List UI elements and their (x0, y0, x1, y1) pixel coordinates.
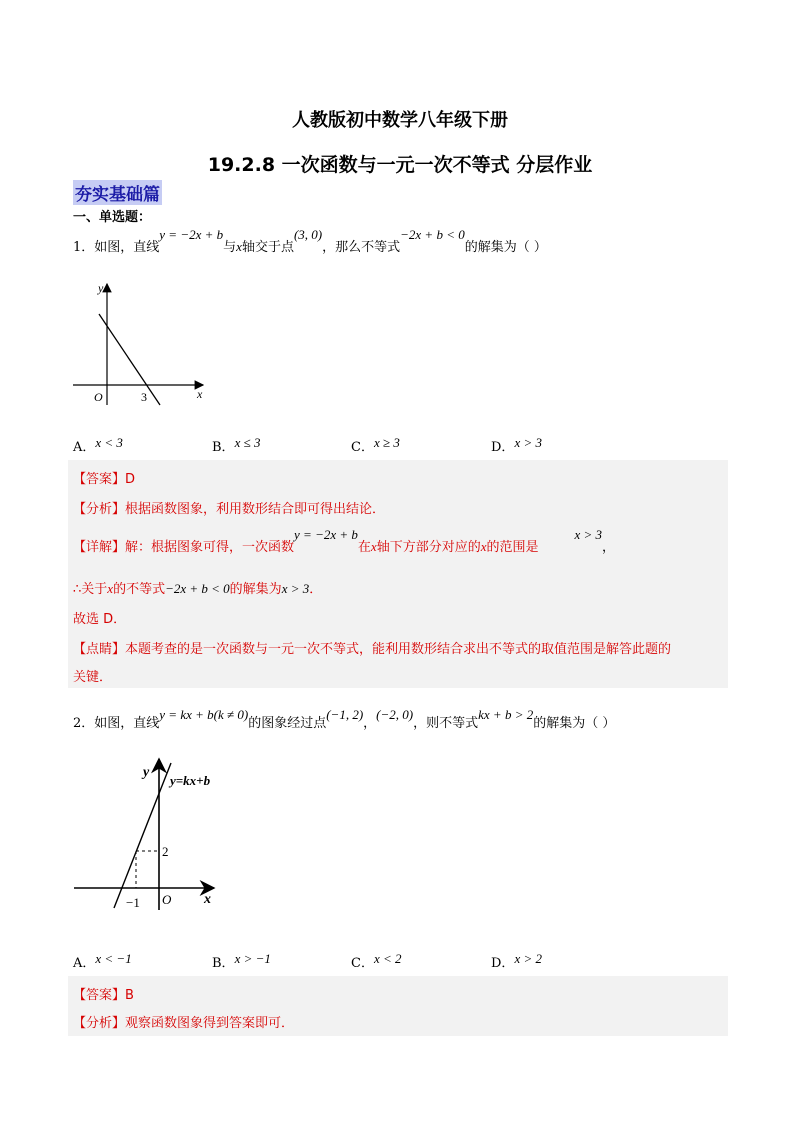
q2-option-c-value: x < 2 (373, 951, 402, 966)
q1-text3: ，那么不等式 (322, 240, 401, 255)
q2-graph (70, 755, 230, 915)
q1-option-a-key: A． (73, 440, 96, 455)
question-1-stem (73, 227, 547, 255)
q1-answer-box (68, 460, 728, 688)
q2-analysis-text: 观察函数图象得到答案即可． (125, 1016, 295, 1031)
q2-inequality: kx + b > 2 (478, 707, 534, 722)
q1-analysis-tag: 【分析】 (73, 502, 126, 517)
q2-equation: y = kx + b(k ≠ 0) (159, 707, 249, 722)
q2-option-d-key: D． (491, 956, 515, 971)
q2-option-a-value: x < −1 (95, 951, 132, 966)
q2-option-d-value: x > 2 (514, 951, 542, 966)
q2-number: 2．如图，直线 (73, 716, 160, 731)
q1-graph (68, 280, 218, 410)
q2-text2: ，则不等式 (413, 716, 479, 731)
q1-detail-x2: x (480, 539, 487, 554)
q2-point-2: (−2, 0) (376, 707, 414, 722)
q1-equation: y = −2x + b (159, 227, 224, 242)
q1-option-c-key: C． (351, 440, 374, 455)
q1-comment-line1: 本题考查的是一次函数与一元一次不等式，能利用数形结合求出不等式的取值范围是解答此题的 (125, 642, 672, 657)
q1-therefore-c: 的解集为 (229, 582, 282, 597)
q1-therefore-a: ∴关于 (73, 582, 108, 597)
q2-option-c-key: C． (351, 956, 374, 971)
q1-option-b-value: x ≤ 3 (234, 435, 261, 450)
q2-text: 的图象经过点 (248, 716, 327, 731)
q1-detail-text-a: 解：根据图象可得，一次函数 (125, 540, 295, 555)
q1-tick-3: 3 (141, 390, 147, 404)
q1-detail-tag: 【详解】 (73, 540, 126, 555)
q1-option-d-value: x > 3 (514, 435, 542, 450)
q1-answer-tag: 【答案】 (73, 472, 126, 487)
q2-option-b-value: x > −1 (234, 951, 271, 966)
q1-choose: 故选 D． (73, 612, 127, 627)
q2-x-label: x (204, 892, 211, 907)
q2-y-label: y (143, 765, 150, 780)
q1-detail-equation: y = −2x + b (294, 527, 358, 542)
q1-analysis (73, 498, 385, 517)
q2-answer-value: B (125, 988, 134, 1003)
q1-therefore-inequality: −2x + b < 0 (165, 581, 230, 596)
q1-option-c[interactable] (351, 436, 400, 455)
q1-therefore-b: 的不等式 (113, 582, 166, 597)
q1-number: 1．如图，直线 (73, 240, 160, 255)
q1-therefore-range: x > 3 (281, 581, 310, 596)
question-2-stem (73, 707, 616, 731)
q2-line (114, 763, 171, 908)
q2-analysis (73, 1012, 294, 1031)
section-heading: 夯实基础篇 (73, 180, 162, 205)
q2-origin-label: O (162, 892, 172, 907)
q2-option-c[interactable] (351, 952, 402, 971)
q1-option-b-key: B． (212, 440, 235, 455)
q2-tick-minus1: −1 (126, 895, 140, 910)
q1-option-d-key: D． (491, 440, 515, 455)
q2-answer (73, 984, 134, 1003)
q1-detail-x: x (370, 539, 377, 554)
q1-origin-label: O (94, 390, 103, 404)
q2-point-1: (−1, 2) (326, 707, 364, 722)
q1-option-d[interactable] (491, 436, 542, 455)
q2-analysis-tag: 【分析】 (73, 1016, 126, 1031)
q1-text4: 的解集为（ ） (464, 240, 547, 255)
q2-answer-tag: 【答案】 (73, 988, 126, 1003)
q1-therefore-d: ． (309, 582, 323, 597)
q1-option-a-value: x < 3 (95, 435, 123, 450)
q1-x-label: x (197, 387, 203, 401)
q2-option-b-key: B． (212, 956, 235, 971)
q1-text2: 轴交于点 (241, 240, 294, 255)
q1-line (99, 314, 160, 405)
q1-x: x (236, 239, 242, 254)
q1-therefore (73, 578, 322, 597)
q2-answer-box (68, 976, 728, 1036)
q1-comment (73, 638, 671, 657)
q1-answer-value: D (125, 472, 136, 487)
q1-detail-text-c: 轴下方部分对应的 (376, 540, 481, 555)
q2-option-b[interactable] (212, 952, 271, 971)
q1-answer (73, 468, 135, 487)
q2-tick-2: 2 (162, 844, 169, 859)
q2-line-label: y=kx+b (170, 773, 211, 788)
subsection-heading: 一、单选题： (73, 210, 152, 225)
q1-detail-text-e: ， (602, 540, 616, 555)
q1-comment-tag: 【点睛】 (73, 642, 126, 657)
q1-detail-text-b: 在 (357, 540, 371, 555)
q1-y-label: y (98, 281, 104, 295)
q1-option-a[interactable] (73, 436, 123, 455)
q1-analysis-text: 根据函数图象，利用数形结合即可得出结论． (125, 502, 386, 517)
document-title: 人教版初中数学八年级下册 (292, 110, 508, 131)
q2-option-a-key: A． (73, 956, 96, 971)
q1-comment-line2: 关键． (73, 670, 113, 685)
q1-therefore-x: x (107, 581, 114, 596)
q2-comma: ， (363, 716, 377, 731)
q1-inequality: −2x + b < 0 (400, 227, 465, 242)
q1-detail-range: x > 3 (574, 527, 603, 542)
q2-text3: 的解集为（ ） (533, 716, 616, 731)
q2-option-a[interactable] (73, 952, 132, 971)
q1-point: (3, 0) (293, 227, 323, 242)
q1-detail-text-d: 的范围是 (486, 540, 539, 555)
q1-option-b[interactable] (212, 436, 260, 455)
document-subtitle: 19.2.8 一次函数与一元一次不等式 分层作业 (207, 154, 593, 176)
q1-text: 与 (223, 240, 237, 255)
q1-detail (73, 527, 616, 555)
q1-option-c-value: x ≥ 3 (373, 435, 400, 450)
q2-option-d[interactable] (491, 952, 542, 971)
